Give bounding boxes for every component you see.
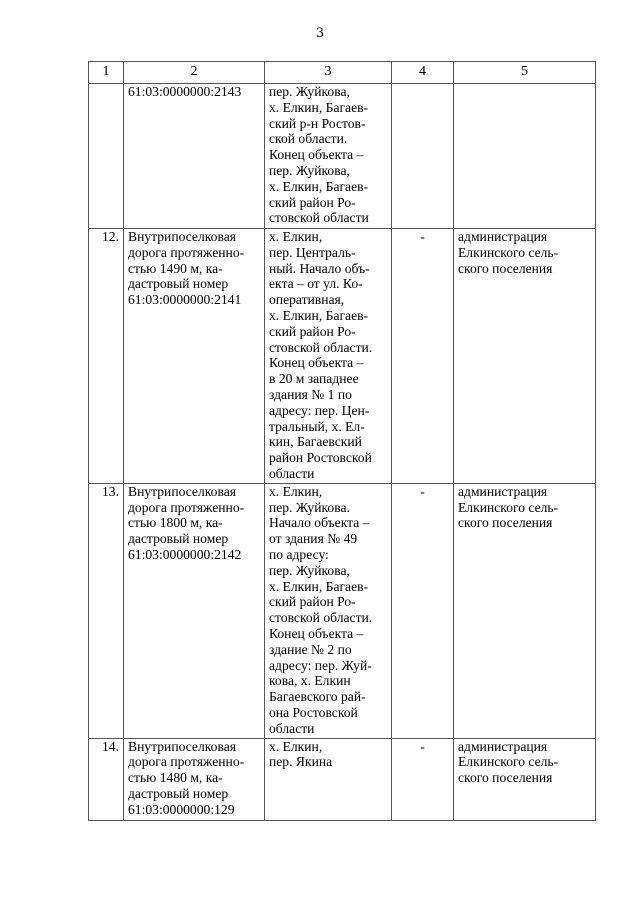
table-row (89, 738, 596, 820)
holder-cell: администрация Елкинского сель- ского поселения (454, 738, 596, 820)
table-row (89, 229, 596, 484)
column-header-4: 4 (392, 62, 454, 84)
holder-cell: администрация Елкинского сель- ского поселения (454, 483, 596, 738)
location-cell: х. Елкин, пер. Якина (265, 738, 392, 820)
holder-cell (454, 84, 596, 229)
row-number-cell (89, 84, 124, 229)
column-4-cell: - (392, 229, 454, 484)
column-header-2: 2 (124, 62, 265, 84)
table-row (89, 84, 596, 229)
column-4-cell: - (392, 483, 454, 738)
location-cell: х. Елкин, пер. Жуйкова. Начало объекта – от здания № 49 по адресу: пер. Жуйкова, х. Елкин, Багаев- ский район Ро- стовской области. Конец объекта – здание № 2 по адресу: пер. Жуй- кова, х. Елкин Багаевского рай- она Ростовской области (265, 483, 392, 738)
row-number-cell: 12. (89, 229, 124, 484)
holder-cell: администрация Елкинского сель- ского поселения (454, 229, 596, 484)
object-name-cell: Внутрипоселковая дорога протяженно- стью 1490 м, ка- дастровый номер 61:03:0000000:2141 (124, 229, 265, 484)
column-header-5: 5 (454, 62, 596, 84)
object-name-cell: Внутрипоселковая дорога протяженно- стью 1480 м, ка- дастровый номер 61:03:0000000:129 (124, 738, 265, 820)
page-number: 3 (316, 25, 324, 41)
column-4-cell: - (392, 738, 454, 820)
row-number-cell: 13. (89, 483, 124, 738)
header-row (89, 62, 596, 84)
object-name-cell: Внутрипоселковая дорога протяженно- стью 1800 м, ка- дастровый номер 61:03:0000000:2142 (124, 483, 265, 738)
column-header-3: 3 (265, 62, 392, 84)
table-row (89, 483, 596, 738)
object-name-cell: 61:03:0000000:2143 (124, 84, 265, 229)
column-header-1: 1 (89, 62, 124, 84)
row-number-cell: 14. (89, 738, 124, 820)
property-registry-table (88, 61, 596, 821)
column-4-cell (392, 84, 454, 229)
location-cell: пер. Жуйкова, х. Елкин, Багаев- ский р-н Ростов- ской области. Конец объекта – пер. Жуйкова, х. Елкин, Багаев- ский район Ро- стовской области (265, 84, 392, 229)
location-cell: х. Елкин, пер. Централь- ный. Начало объ- екта – от ул. Ко- оперативная, х. Елкин, Багаев- ский район Ро- стовской области. Конец объекта – в 20 м западнее здания № 1 по адресу: пер. Цен- тральный, х. Ел- кин, Багаевский район Ростовской области (265, 229, 392, 484)
